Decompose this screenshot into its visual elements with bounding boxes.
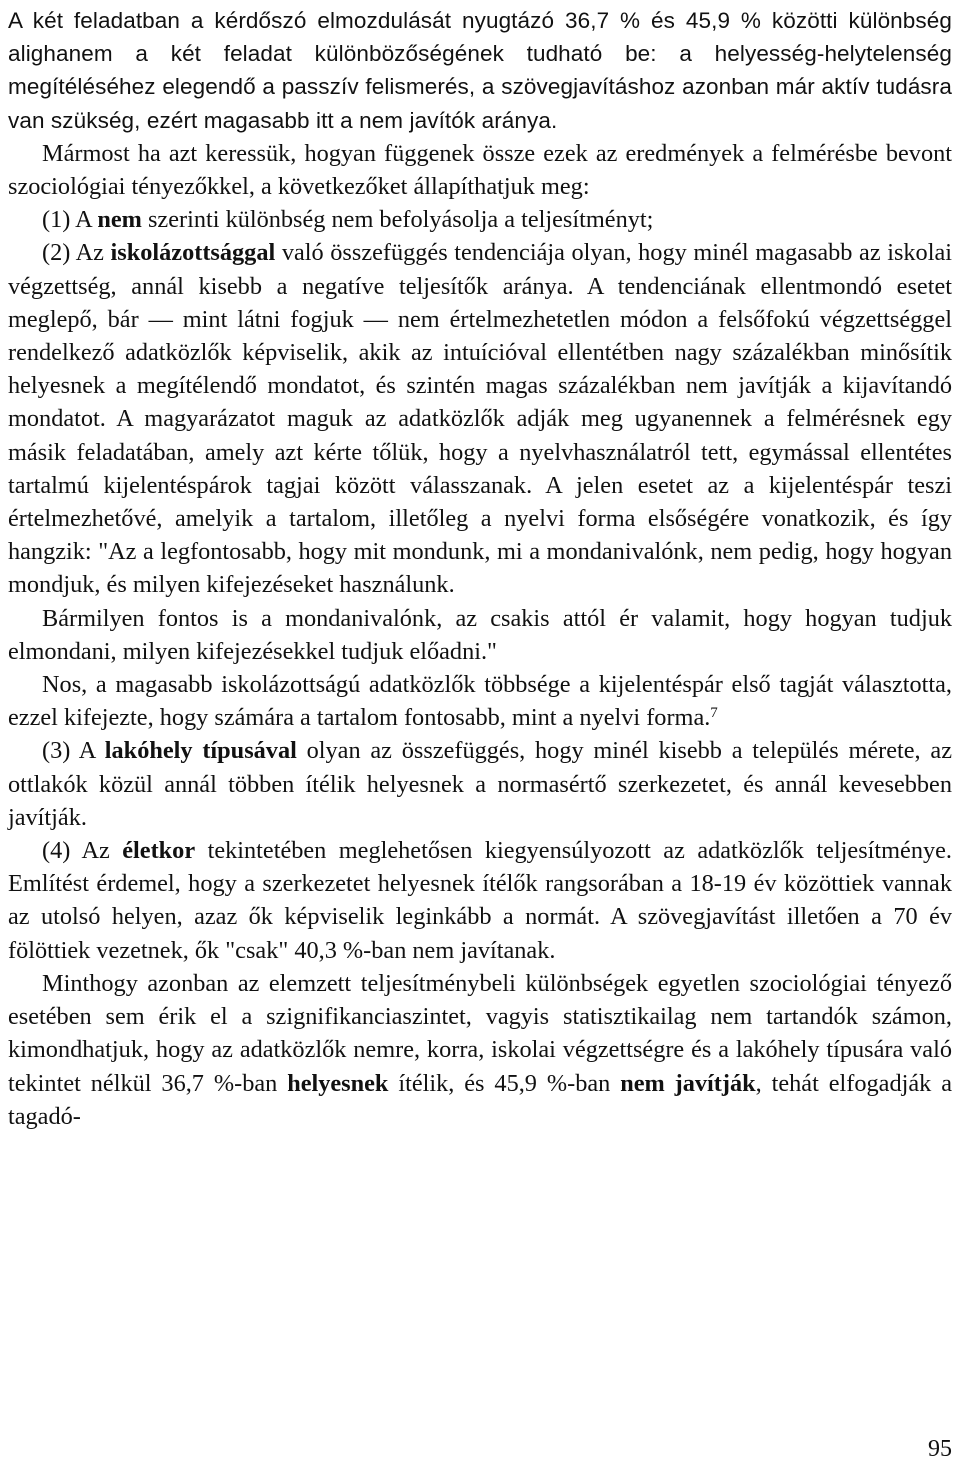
paragraph-item-4 [8,834,952,967]
paragraph-item-2 [8,236,952,601]
paragraph-quote-continuation: Bármilyen fontos is a mondanivalónk, az csakis attól ér valamit, hogy hogyan tudjuk elmondani, milyen kifejezésekkel tudjuk előadni." [8,604,952,665]
conclusion-text-3: , tehát elfogadják a tagadó- [8,1069,952,1130]
paragraph-nos [8,668,952,734]
paragraph-conclusion [8,967,952,1133]
page-number: 95 [928,1436,952,1462]
conclusion-text-2: ítélik, és 45,9 %-ban [388,1069,621,1097]
item-3-keyword: lakóhely típusával [104,737,297,765]
nos-text: Nos, a magasabb iskolázottságú adatközlők többsége a kijelentéspár első tagját választotta, ezzel kifejezte, hogy számára a tartalom fontosabb, mint a nyelvi forma. [8,671,952,732]
item-4-text: tekintetében meglehetősen kiegyensúlyozott az adatközlők teljesítménye. Említést érdemel, hogy a szerkezetet helyesnek ítélők rangsorában a 18-19 év közöttiek vannak az utolsó helyen, azaz ők képviselik leginkább a normát. A szövegjavítást illetően a 70 év fölöttiek vezetnek, ők "csak" 40,3 %-ban nem javítanak. [8,837,952,964]
paragraph-1: A két feladatban a kérdőszó elmozdulását nyugtázó 36,7 % és 45,9 % közötti különbség alighanem a két feladat különbözőségének tudható be: a helyesség-helytelenség megítéléséhez elegendő a passzív felismerés, a szövegjavításhoz azonban már aktív tudásra van szükség, ezért magasabb itt a nem javítók aránya. [8,8,952,133]
item-4-keyword: életkor [122,837,196,865]
item-1-text: szerinti különbség nem befolyásolja a teljesítményt; [141,206,654,234]
item-3-text: olyan az összefüggés, hogy minél kisebb a település mérete, az ottlakók közül annál többen ítélik helyesnek a normasértő szerkezetet, és annál kevesebben javítják. [8,737,952,831]
item-1-prefix: (1) A [42,206,98,234]
conclusion-keyword-1: helyesnek [287,1069,389,1097]
item-4-prefix: (4) Az [42,837,123,865]
paragraph-item-3 [8,734,952,834]
footnote-marker: 7 [710,705,718,722]
item-2-text: való összefüggés tendenciája olyan, hogy minél magasabb az iskolai végzettség, annál kisebb a negatíve teljesítők aránya. A tendenciának ellentmondó esetet meglepő, bár — mint látni fogjuk — nem értelmezhetetlen módon a felsőfokú végzettséggel rendelkező adatközlők képviselik, akik az intuícióval ellentétben nagy százalékban minősítik helyesnek a megítélendő mondatot, és szintén magas százalékban nem javítják a kijavítandó mondatot. A magyarázatot maguk az adatközlők adják meg ugyanennek a felmérésnek egy másik feladatában, amely azt kérte tőlük, hogy a nyelvhasználatról tett, egymással ellentétes tartalmú kijelentéspárok tagjai között válasszanak. A jelen esetet az a kijelentéspár teszi értelmezhetővé, amelyik a tartalom, illetőleg a nyelvi forma elsőségére vonatkozik, és így hangzik: "Az a legfontosabb, hogy mit mondunk, mi a mondanivalónk, nem pedig, hogy hogyan mondjuk, és milyen kifejezéseket használunk. [8,239,952,599]
item-2-prefix: (2) Az [42,239,111,267]
item-3-prefix: (3) A [42,737,105,765]
item-1-keyword: nem [97,206,142,234]
item-2-keyword: iskolázottsággal [110,239,276,267]
conclusion-text-1: Minthogy azonban az elemzett teljesítménybeli különbségek egyetlen szociológiai tényező esetében sem érik el a szignifikanciaszintet, vagyis statisztikailag nem tartandók számon, kimondhatjuk, hogy az adatközlők nemre, korra, iskolai végzettségre és a lakóhely típusára való tekintet nélkül 36,7 %-ban [8,969,952,1097]
paragraph-item-1 [8,203,952,236]
conclusion-keyword-2: nem javítják [620,1069,756,1097]
paragraph-2: Mármost ha azt keressük, hogyan függenek össze ezek az eredmények a felmérésbe bevont szociológiai tényezőkkel, a következőket állapíthatjuk meg: [8,139,952,201]
